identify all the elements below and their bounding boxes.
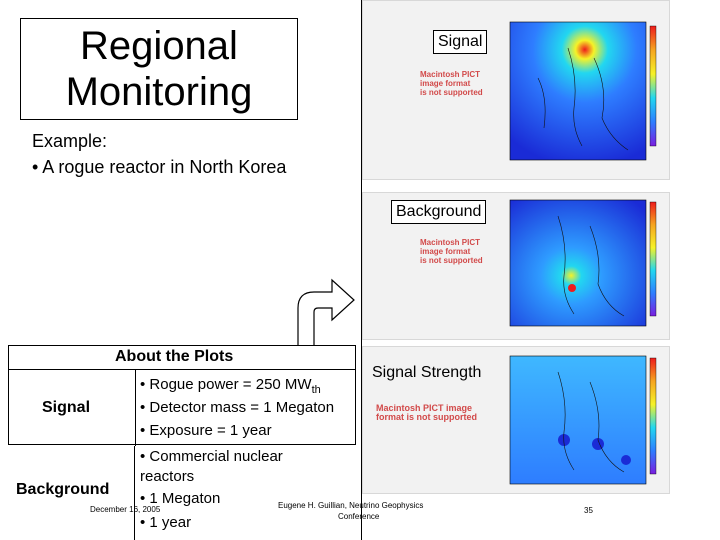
footer-date: December 16, 2005 (90, 505, 161, 514)
pict-placeholder-3: Macintosh PICT image format is not supported (376, 403, 477, 422)
pict-placeholder-2: Macintosh PICT image format is not supported (420, 238, 483, 265)
signal-item-power: • Rogue power = 250 $MW_{th}$ (140, 376, 321, 396)
signal-item-exposure: • Exposure = 1 year (140, 422, 272, 439)
signal-item-mass: • Detector mass = 1 Megaton (140, 399, 335, 416)
pict-placeholder-1: Macintosh PICT image format is not supported (420, 70, 483, 97)
background-plot-label: Background (391, 200, 486, 224)
table-signal-label: Signal (42, 399, 91, 416)
curved-arrow-icon (290, 270, 360, 350)
strength-heatmap (498, 352, 664, 492)
table-header-text: About the Plots (115, 348, 234, 365)
page-title (66, 23, 253, 115)
footer-author-line-2: Conference (338, 512, 380, 521)
footer-author-line-1: Eugene H. Guillian, Neutrino Geophysics (278, 501, 424, 510)
signal-heatmap (498, 18, 664, 170)
page-number: 35 (584, 506, 593, 515)
background-heatmap (498, 196, 664, 336)
background-item-4: • 1 year (140, 514, 192, 531)
table-header (9, 346, 355, 370)
table-column-divider-2 (134, 446, 135, 540)
example-item: • A rogue reactor in North Korea (32, 157, 287, 177)
table-column-divider (135, 370, 136, 446)
background-item-3: • 1 Megaton (140, 490, 221, 507)
background-item-1: • Commercial nuclear (140, 448, 283, 465)
title-line-1: Regional (80, 24, 238, 68)
strength-plot-label: Signal Strength (372, 364, 482, 381)
title-box (20, 18, 298, 120)
signal-plot-label: Signal (433, 30, 487, 54)
background-item-2: reactors (140, 468, 195, 485)
title-line-2: Monitoring (65, 70, 253, 114)
table-background-label: Background (16, 481, 110, 498)
example-heading: Example: (32, 131, 108, 151)
